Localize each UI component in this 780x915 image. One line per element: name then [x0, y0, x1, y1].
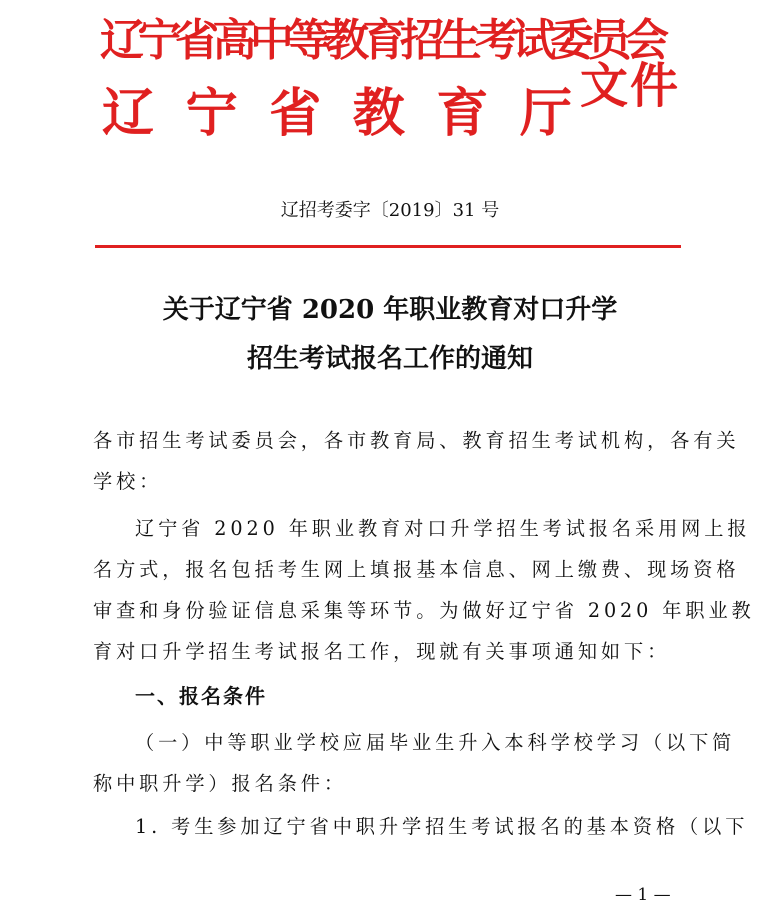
notice-title-line-2: 招生考试报名工作的通知	[246, 344, 533, 374]
issuing-dept-name	[102, 82, 572, 146]
dept-char: 教	[352, 83, 405, 144]
body-line: 辽宁省 2020 年职业教育对口升学招生考试报名采用网上报	[135, 517, 751, 540]
issuing-org-name: 辽宁省高中等教育招生考试委员会	[100, 15, 663, 66]
addressee-line: 学校：	[93, 470, 163, 493]
red-divider	[95, 245, 681, 248]
addressee-line: 各市招生考试委员会，各市教育局、教育招生考试机构，各有关	[93, 429, 740, 452]
dept-char: 宁	[185, 83, 238, 144]
document-number: 辽招考委字〔2019〕31 号	[280, 200, 500, 221]
dept-char: 辽	[102, 83, 155, 144]
body-line: （一）中等职业学校应届毕业生升入本科学校学习（以下简	[135, 731, 736, 754]
body-line: 审查和身份验证信息采集等环节。为做好辽宁省 2020 年职业教	[93, 599, 755, 622]
body-line: 名方式，报名包括考生网上填报基本信息、网上缴费、现场资格	[93, 558, 740, 581]
dept-char: 省	[269, 83, 322, 144]
page-number: — 1 —	[615, 885, 671, 905]
body-line: 1. 考生参加辽宁省中职升学招生考试报名的基本资格（以下	[135, 815, 749, 838]
document-label: 文件	[580, 58, 681, 114]
body-line: 育对口升学招生考试报名工作，现就有关事项通知如下：	[93, 640, 671, 663]
dept-char: 厅	[519, 83, 572, 144]
section-heading: 一、报名条件	[135, 684, 267, 708]
body-line: 称中职升学）报名条件：	[93, 772, 347, 795]
notice-title-line-1: 关于辽宁省 2020 年职业教育对口升学	[162, 295, 618, 325]
dept-char: 育	[436, 83, 489, 144]
